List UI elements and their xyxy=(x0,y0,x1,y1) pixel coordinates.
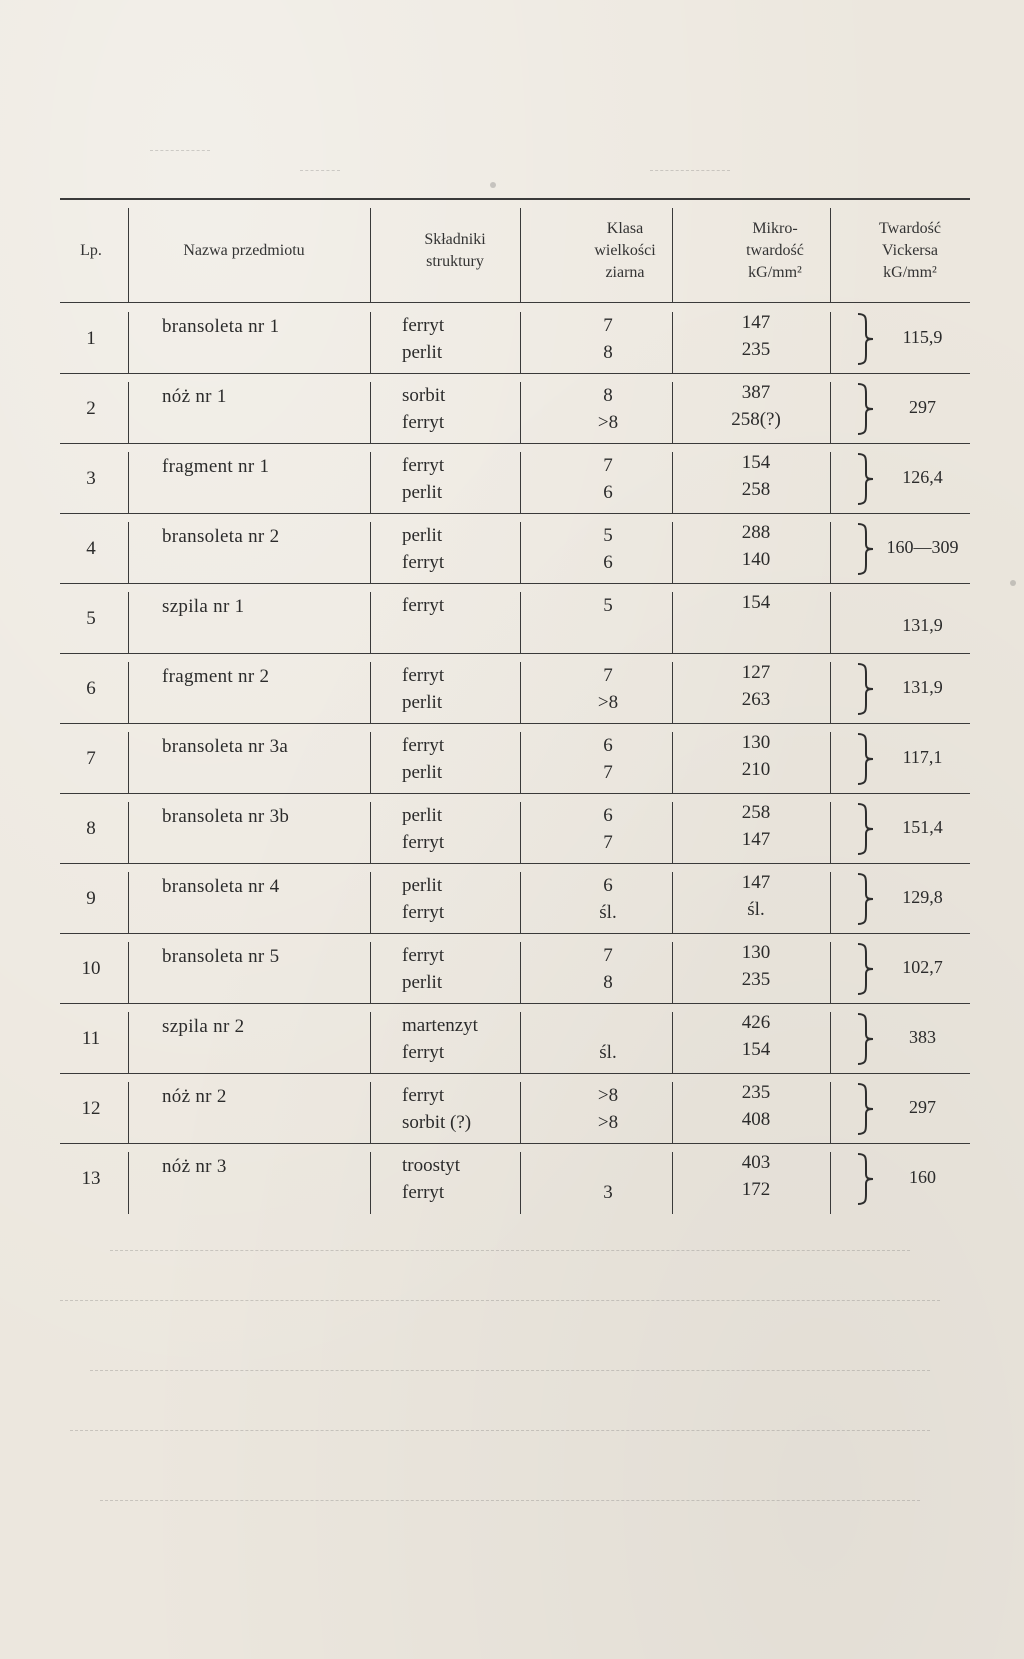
column-divider xyxy=(672,312,673,374)
row-number: 10 xyxy=(81,958,101,979)
grain-class-2: 6 xyxy=(603,482,613,503)
grain-class-2: 6 xyxy=(603,552,613,573)
item-name: bransoleta nr 5 xyxy=(162,946,280,967)
row-number: 3 xyxy=(86,468,96,489)
column-divider xyxy=(128,592,129,654)
curly-brace-icon xyxy=(854,662,876,716)
grain-class-2: >8 xyxy=(597,692,619,713)
column-divider xyxy=(128,1152,129,1214)
column-divider xyxy=(520,452,521,514)
microhardness-1: 127 xyxy=(741,662,771,683)
table-header xyxy=(60,200,970,303)
structure-component-1: ferryt xyxy=(402,315,445,336)
column-divider xyxy=(370,872,371,934)
curly-brace-icon xyxy=(854,522,876,576)
structure-component-2: perlit xyxy=(402,342,443,363)
column-divider xyxy=(520,592,521,654)
column-divider xyxy=(672,802,673,864)
grain-class-2: 8 xyxy=(603,342,613,363)
print-artifact xyxy=(490,182,496,188)
grain-class-1: 7 xyxy=(603,665,613,686)
column-divider xyxy=(830,1152,831,1214)
microhardness-2: 154 xyxy=(741,1039,771,1060)
item-name: bransoleta nr 1 xyxy=(162,316,280,337)
microhardness-2: 263 xyxy=(741,689,771,710)
microhardness-1: 130 xyxy=(741,732,771,753)
microhardness-2: 172 xyxy=(741,1179,771,1200)
item-name: nóż nr 3 xyxy=(162,1156,227,1177)
structure-component-1: ferryt xyxy=(402,1085,445,1106)
structure-component-1: ferryt xyxy=(402,595,445,616)
microhardness-1: 288 xyxy=(741,522,771,543)
vickers-hardness: 151,4 xyxy=(902,817,943,837)
column-divider xyxy=(830,662,831,724)
vickers-hardness: 115,9 xyxy=(902,327,943,347)
microhardness-2: 258(?) xyxy=(731,409,781,430)
header-vickers: Twardość Vickersa kG/mm² xyxy=(879,220,941,281)
column-divider xyxy=(830,872,831,934)
table-row xyxy=(60,514,970,584)
row-number: 4 xyxy=(86,538,96,559)
structure-component-1: ferryt xyxy=(402,455,445,476)
microhardness-2: śl. xyxy=(747,899,765,920)
curly-brace-icon xyxy=(854,1082,876,1136)
grain-class-1: 6 xyxy=(603,735,613,756)
column-divider xyxy=(830,382,831,444)
item-name: bransoleta nr 4 xyxy=(162,876,280,897)
item-name: fragment nr 1 xyxy=(162,456,270,477)
curly-brace-icon xyxy=(854,942,876,996)
microhardness-1: 426 xyxy=(741,1012,771,1033)
row-number: 7 xyxy=(86,748,96,769)
column-divider xyxy=(672,452,673,514)
microhardness-1: 154 xyxy=(741,452,771,473)
header-lp: Lp. xyxy=(80,242,102,259)
table-row xyxy=(60,864,970,934)
print-artifact xyxy=(70,1430,930,1431)
column-divider xyxy=(520,732,521,794)
column-divider xyxy=(128,802,129,864)
column-divider xyxy=(128,1082,129,1144)
structure-component-2: ferryt xyxy=(402,412,445,433)
row-number: 11 xyxy=(81,1028,101,1049)
microhardness-1: 147 xyxy=(741,872,771,893)
print-artifact xyxy=(300,170,340,171)
vickers-hardness: 160—309 xyxy=(886,537,959,557)
curly-brace-icon xyxy=(854,452,876,506)
table-row xyxy=(60,654,970,724)
column-divider xyxy=(672,382,673,444)
column-divider xyxy=(520,802,521,864)
row-number: 2 xyxy=(86,398,96,419)
column-divider xyxy=(370,382,371,444)
grain-class-1: 7 xyxy=(603,945,613,966)
vickers-hardness: 129,8 xyxy=(902,887,943,907)
table-row xyxy=(60,1144,970,1214)
grain-class-2: 7 xyxy=(603,762,613,783)
column-divider xyxy=(370,802,371,864)
column-divider xyxy=(370,732,371,794)
grain-class-2: 3 xyxy=(603,1182,613,1203)
row-number: 6 xyxy=(86,678,96,699)
structure-component-1: ferryt xyxy=(402,945,445,966)
item-name: nóż nr 2 xyxy=(162,1086,227,1107)
column-divider xyxy=(520,312,521,374)
item-name: fragment nr 2 xyxy=(162,666,270,687)
row-number: 9 xyxy=(86,888,96,909)
header-grain-class: Klasa wielkości ziarna xyxy=(594,220,656,281)
vickers-hardness: 383 xyxy=(909,1027,936,1047)
column-divider xyxy=(370,1082,371,1144)
curly-brace-icon xyxy=(854,732,876,786)
column-divider xyxy=(128,1012,129,1074)
structure-component-1: perlit xyxy=(402,805,443,826)
column-divider xyxy=(128,872,129,934)
column-divider xyxy=(520,872,521,934)
item-name: nóż nr 1 xyxy=(162,386,227,407)
header-divider xyxy=(520,208,521,302)
microhardness-1: 147 xyxy=(741,312,771,333)
structure-component-1: perlit xyxy=(402,525,443,546)
column-divider xyxy=(672,662,673,724)
microhardness-1: 403 xyxy=(741,1152,771,1173)
grain-class-1: >8 xyxy=(597,1085,619,1106)
item-name: bransoleta nr 3a xyxy=(162,736,289,757)
column-divider xyxy=(370,1012,371,1074)
table-row xyxy=(60,1074,970,1144)
column-divider xyxy=(830,312,831,374)
microhardness-1: 235 xyxy=(741,1082,771,1103)
header-divider xyxy=(672,208,673,302)
microhardness-2: 235 xyxy=(741,969,771,990)
row-number: 12 xyxy=(81,1098,101,1119)
curly-brace-icon xyxy=(854,802,876,856)
print-artifact xyxy=(110,1250,910,1251)
microhardness-2: 147 xyxy=(741,829,771,850)
column-divider xyxy=(370,1152,371,1214)
header-divider xyxy=(830,208,831,302)
table-row xyxy=(60,934,970,1004)
item-name: bransoleta nr 2 xyxy=(162,526,280,547)
grain-class-1: 5 xyxy=(603,595,613,616)
microhardness-2: 258 xyxy=(741,479,771,500)
column-divider xyxy=(830,522,831,584)
header-divider xyxy=(370,208,371,302)
grain-class-1: 6 xyxy=(603,875,613,896)
item-name: szpila nr 2 xyxy=(162,1016,245,1037)
column-divider xyxy=(830,1012,831,1074)
column-divider xyxy=(672,732,673,794)
column-divider xyxy=(520,1152,521,1214)
table-row xyxy=(60,584,970,654)
structure-component-2: ferryt xyxy=(402,1182,445,1203)
table-row xyxy=(60,374,970,444)
column-divider xyxy=(370,662,371,724)
column-divider xyxy=(830,942,831,1004)
row-number: 8 xyxy=(86,818,96,839)
print-artifact xyxy=(650,170,730,171)
column-divider xyxy=(128,522,129,584)
vickers-hardness: 160 xyxy=(909,1167,936,1187)
column-divider xyxy=(672,872,673,934)
microhardness-1: 154 xyxy=(741,592,771,613)
header-name: Nazwa przedmiotu xyxy=(183,242,305,259)
column-divider xyxy=(370,592,371,654)
column-divider xyxy=(830,1082,831,1144)
grain-class-2: >8 xyxy=(597,1112,619,1133)
structure-component-1: martenzyt xyxy=(402,1015,478,1036)
curly-brace-icon xyxy=(854,1152,876,1206)
microhardness-2: 408 xyxy=(741,1109,771,1130)
print-artifact xyxy=(150,150,210,151)
grain-class-2: śl. xyxy=(599,1042,617,1063)
structure-component-2: ferryt xyxy=(402,832,445,853)
column-divider xyxy=(672,942,673,1004)
vickers-hardness: 131,9 xyxy=(902,677,943,697)
print-artifact xyxy=(1010,580,1016,586)
column-divider xyxy=(520,662,521,724)
table-row xyxy=(60,1004,970,1074)
item-name: bransoleta nr 3b xyxy=(162,806,290,827)
microhardness-1: 387 xyxy=(741,382,771,403)
structure-component-2: perlit xyxy=(402,482,443,503)
structure-component-1: ferryt xyxy=(402,665,445,686)
curly-brace-icon xyxy=(854,382,876,436)
microhardness-2: 140 xyxy=(741,549,771,570)
column-divider xyxy=(370,522,371,584)
table-row xyxy=(60,794,970,864)
curly-brace-icon xyxy=(854,312,876,366)
structure-component-2: ferryt xyxy=(402,902,445,923)
column-divider xyxy=(520,382,521,444)
structure-component-2: perlit xyxy=(402,762,443,783)
table-row xyxy=(60,444,970,514)
column-divider xyxy=(520,1082,521,1144)
column-divider xyxy=(370,312,371,374)
grain-class-1: 6 xyxy=(603,805,613,826)
column-divider xyxy=(370,452,371,514)
column-divider xyxy=(128,732,129,794)
row-number: 1 xyxy=(86,328,96,349)
vickers-hardness: 297 xyxy=(909,1097,936,1117)
column-divider xyxy=(830,452,831,514)
grain-class-2: 7 xyxy=(603,832,613,853)
header-microhardness: Mikro- twardość kG/mm² xyxy=(746,220,804,281)
print-artifact xyxy=(100,1500,920,1501)
column-divider xyxy=(830,592,831,654)
column-divider xyxy=(672,592,673,654)
table-row xyxy=(60,724,970,794)
vickers-hardness: 102,7 xyxy=(902,957,943,977)
structure-component-2: sorbit (?) xyxy=(402,1112,472,1133)
column-divider xyxy=(520,942,521,1004)
vickers-hardness: 117,1 xyxy=(902,747,943,767)
column-divider xyxy=(128,382,129,444)
column-divider xyxy=(370,942,371,1004)
column-divider xyxy=(128,942,129,1004)
grain-class-2: śl. xyxy=(599,902,617,923)
grain-class-1: 8 xyxy=(603,385,613,406)
grain-class-1: 7 xyxy=(603,455,613,476)
grain-class-2: >8 xyxy=(597,412,619,433)
vickers-hardness: 297 xyxy=(909,397,936,417)
microhardness-1: 130 xyxy=(741,942,771,963)
structure-component-1: sorbit xyxy=(402,385,446,406)
grain-class-1: 7 xyxy=(603,315,613,336)
curly-brace-icon xyxy=(854,872,876,926)
column-divider xyxy=(520,1012,521,1074)
print-artifact xyxy=(90,1370,930,1371)
column-divider xyxy=(672,1082,673,1144)
column-divider xyxy=(672,1012,673,1074)
table-row xyxy=(60,304,970,374)
row-number: 13 xyxy=(81,1168,101,1189)
column-divider xyxy=(128,452,129,514)
header-components: Składniki struktury xyxy=(424,231,486,270)
structure-component-1: ferryt xyxy=(402,735,445,756)
column-divider xyxy=(672,1152,673,1214)
structure-component-1: perlit xyxy=(402,875,443,896)
header-divider xyxy=(128,208,129,302)
grain-class-2: 8 xyxy=(603,972,613,993)
column-divider xyxy=(520,522,521,584)
column-divider xyxy=(128,662,129,724)
vickers-hardness: 126,4 xyxy=(902,467,943,487)
column-divider xyxy=(672,522,673,584)
microhardness-2: 210 xyxy=(741,759,771,780)
structure-component-2: perlit xyxy=(402,692,443,713)
microhardness-2: 235 xyxy=(741,339,771,360)
microhardness-1: 258 xyxy=(741,802,771,823)
column-divider xyxy=(830,732,831,794)
column-divider xyxy=(128,312,129,374)
item-name: szpila nr 1 xyxy=(162,596,245,617)
vickers-hardness: 131,9 xyxy=(902,615,943,635)
print-artifact xyxy=(60,1300,940,1301)
structure-component-2: perlit xyxy=(402,972,443,993)
row-number: 5 xyxy=(86,608,96,629)
grain-class-1: 5 xyxy=(603,525,613,546)
curly-brace-icon xyxy=(854,1012,876,1066)
structure-component-1: troostyt xyxy=(402,1155,461,1176)
structure-component-2: ferryt xyxy=(402,552,445,573)
column-divider xyxy=(830,802,831,864)
structure-component-2: ferryt xyxy=(402,1042,445,1063)
